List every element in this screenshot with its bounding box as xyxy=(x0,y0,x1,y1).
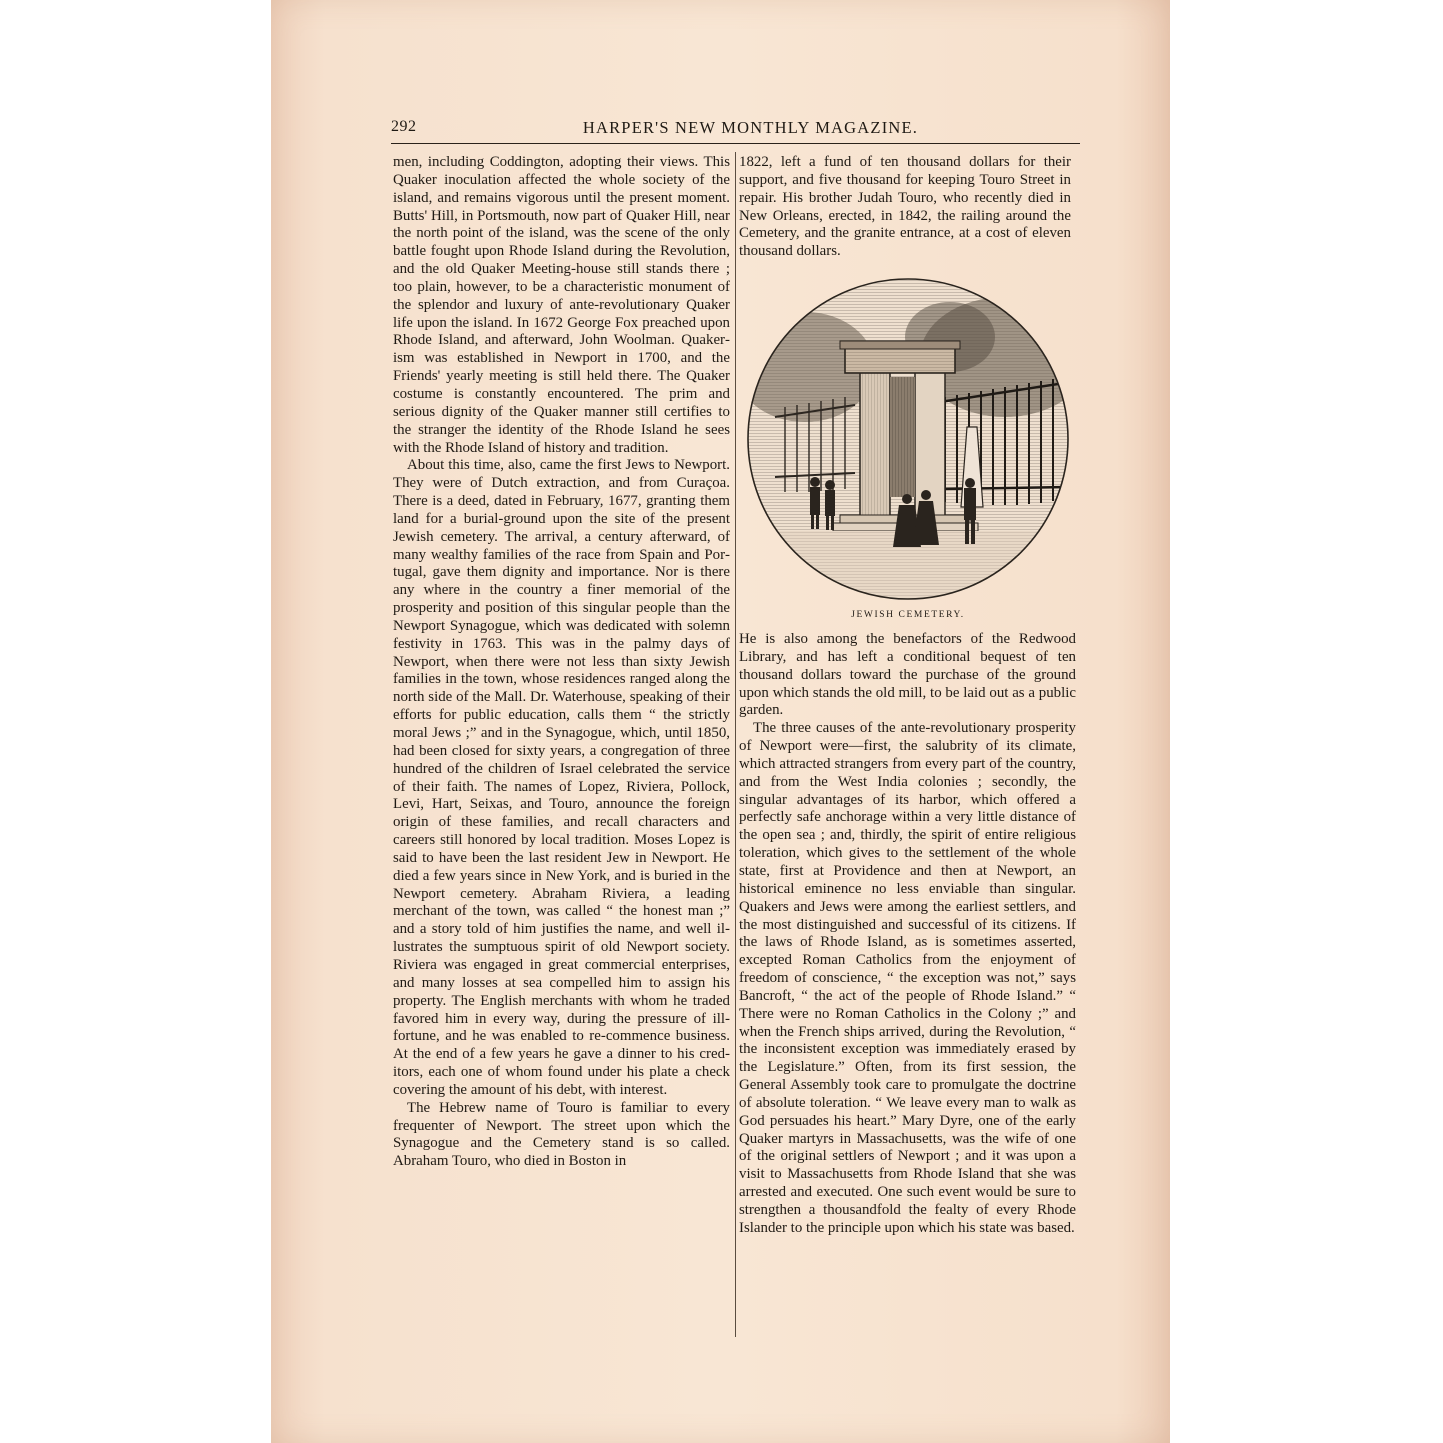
paragraph: The Hebrew name of Touro is familiar to every frequenter of Newport. The street upon which the Synagogue and the Cemetery stand is so called. Abraham Touro, who died in Boston in xyxy=(393,1099,730,1170)
paragraph: He is also among the benefactors of the Redwood Library, and has left a conditional bequest of ten thousand dollars toward the purchase of the ground upon which stands the old mill, to be laid out as a public garden. xyxy=(739,631,1076,719)
paragraph: 1822, left a fund of ten thousand dollars for their support, and five thousand for keeping Touro Street in repair. His brother Judah Touro, who recently died in New Orleans, erected, in 1842, the railing around the Cemetery, and the granite entrance, at a cost of eleven thousand dollars. xyxy=(739,154,1071,260)
left-column xyxy=(393,154,730,1171)
illustration-caption: JEWISH CEMETERY. xyxy=(851,610,965,620)
running-title: HARPER'S NEW MONTHLY MAGAZINE. xyxy=(582,118,919,137)
page-header xyxy=(391,118,1080,140)
column-divider xyxy=(735,152,736,1337)
paragraph: The three causes of the ante-revolutionary prosperity of Newport were—first, the salubrity of its climate, which attracted strangers from every part of the country, and from the West India colonies ; secondly, the singular advantages of its harbor, which offered a perfectly safe anchorage within a very little distance of the open sea ; and, thirdly, the spirit of entire religious toleration, which gives to the settlement of the whole state, first at Providence and then at Newport, an historical eminence no less enviable than singular. Quakers and Jews were among the earliest settlers, and the most distinguished and successful of its citizens. If the laws of Rhode Island, as is sometimes asserted, excepted Roman Catholics from the enjoyment of freedom of conscience, “ the exception was not,” says Bancroft, “ the act of the people of Rhode Island.” “ There were no Roman Catholics in the Colony ;” and when the French ships arrived, during the Revolution, “ the inconsistent exception was immediately erased by the Legislature.” Often, from its first session, the General Assembly took care to promulgate the doctrine of absolute toleration. “ We leave every man to walk as God persuades his heart.” Mary Dyre, one of the early Quaker martyrs in Massachusetts, was the wife of one of the original settlers of Newport ; and it was upon a visit to Massachusetts from Rhode Island that she was arrested and executed. One such event would be sure to strengthen a thousandfold the fealty of every Rhode Islander to the principle upon which his state was based. xyxy=(739,720,1076,1236)
cemetery-engraving xyxy=(745,277,1071,601)
paragraph: men, including Coddington, adopting their views. This Quaker inoculation affected the whole society of the island, and remains vigorous until the present moment. Butts' Hill, in Portsmouth, now part of Quaker Hill, near the north point of the island, was the scene of the only battle fought upon Rhode Island during the Revolution, and the old Quaker Meeting-house still stands there ; too plain, however, to be a characteristic monument of the splendor and luxury of ante-revolutionary Quaker life upon the island. In 1672 George Fox preached upon Rhode Island, and afterward, John Woolman. Quakerism was established in Newport in 1700, and the Friends' yearly meeting is still held there. The Quaker costume is constantly encountered. The prim and serious dignity of the Quaker manner still certifies to the stranger the identity of the Rhode Island he sees with the Rhode Island of history and tradition. xyxy=(393,154,730,456)
page-number: 292 xyxy=(391,118,417,135)
right-column-top xyxy=(739,154,1071,261)
header-rule xyxy=(391,143,1080,144)
paragraph: About this time, also, came the first Jews to Newport. They were of Dutch extraction, and from Curaçoa. There is a deed, dated in February, 1677, granting them land for a burial-ground upon the site of the present Jewish cemetery. The arrival, a century afterward, of many wealthy families of the race from Spain and Portugal, gave them dignity and importance. Nor is there any where in the country a finer memorial of the prosperity and position of this singular people than the Newport Synagogue, which was dedicated with solemn festivity in 1763. This was in the palmy days of Newport, when there were not less than sixty Jewish families in the town, whose residences ranged along the north side of the Mall. Dr. Waterhouse, speaking of their efforts for public education, calls them “ the strictly moral Jews ;” and in the Synagogue, which, until 1850, had been closed for sixty years, a congregation of three hundred of the children of Israel celebrated the service of their faith. The names of Lopez, Riviera, Pollock, Levi, Hart, Seixas, and Touro, announce the foreign origin of these families, and recall characters and careers still honored by local tradition. Moses Lopez is said to have been the last resident Jew in Newport. He died a few years since in New York, and is buried in the Newport cemetery. Abraham Riviera, a leading merchant of the town, was called “ the honest man ;” and a story told of him justifies the name, and well illustrates the sumptuous spirit of old Newport society. Riviera was engaged in great commercial enterprises, and many losses at sea compelled him to assign his property. The English merchants with whom he traded favored him in every way, during the pressure of ill-fortune, and he was enabled to re-commence business. At the end of a few years he gave a dinner to his creditors, each one of whom found under his plate a check covering the amount of his debt, with interest. xyxy=(393,457,730,1098)
right-column-bottom xyxy=(739,631,1076,1238)
